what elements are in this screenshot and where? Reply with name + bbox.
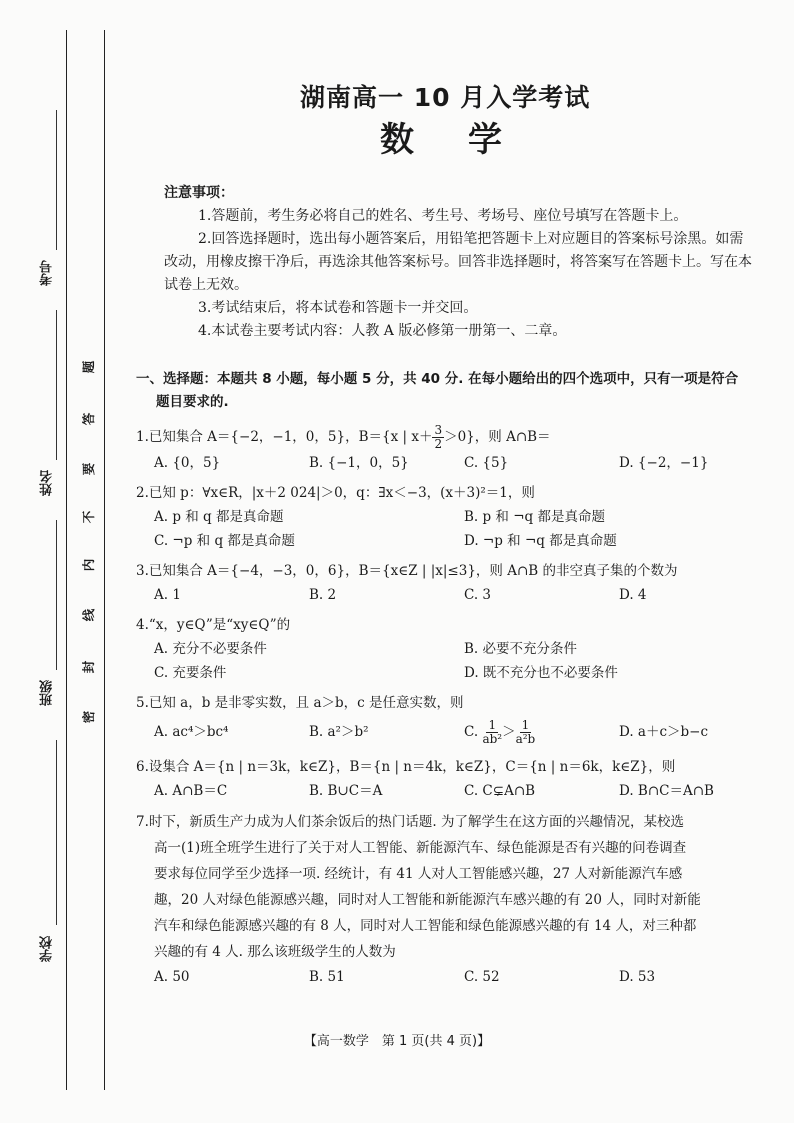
stem-line: 高一(1)班全班学生进行了关于对人工智能、新能源汽车、绿色能源是否有兴趣的问卷调查 — [154, 840, 687, 856]
notice-heading: 注意事项： — [164, 185, 234, 201]
option-b: B. 51 — [309, 969, 345, 985]
question-5 — [136, 691, 756, 749]
frac-num: 3 — [434, 423, 443, 437]
exam-number-label: 考号 — [40, 260, 55, 286]
options — [136, 583, 756, 607]
stem-line: 兴趣的有 4 人. 那么该班级学生的人数为 — [154, 944, 396, 960]
subject-title: 数学 — [380, 120, 556, 160]
stem-line: 7.时下，新质生产力成为人们茶余饭后的热门话题. 为了解学生在这方面的兴趣情况，某校选 — [136, 814, 684, 830]
option-d: D. 4 — [619, 587, 647, 603]
option-a: A. p 和 q 都是真命题 — [154, 509, 284, 525]
section-heading — [136, 368, 756, 414]
option-c: C. 3 — [464, 587, 492, 603]
question-1 — [136, 424, 756, 475]
notice-item: 3.考试结束后，将本试卷和答题卡一并交回。 — [198, 300, 478, 316]
option-d: D. 53 — [619, 969, 656, 985]
option-d: D. B∩C＝A∩B — [619, 783, 714, 799]
option-d: D. ¬p 和 ¬q 都是真命题 — [464, 533, 617, 549]
school-field — [24, 740, 64, 970]
question-4 — [136, 613, 756, 685]
option-a: A. A∩B＝C — [154, 783, 228, 799]
option-a: A. ac⁴＞bc⁴ — [154, 724, 229, 740]
name-label: 姓名 — [40, 470, 55, 496]
stem-line: 汽车和绿色能源感兴趣的有 8 人，同时对人工智能和绿色能源感兴趣的有 14 人，对三种都 — [154, 918, 697, 934]
options — [136, 965, 756, 989]
frac-den: 2 — [434, 437, 443, 451]
question-stem: 3.已知集合 A＝{−4，−3，0，6}，B＝{x∈Z | |x|≤3}，则 A∩B 的非空真子集的个数为 — [136, 563, 678, 579]
page-footer: 【高一数学 第 1 页(共 4 页)】 — [303, 1034, 491, 1049]
question-3 — [136, 559, 756, 607]
set-b-post: ＞0} — [444, 429, 475, 445]
class-label: 班级 — [40, 680, 55, 706]
class-field — [24, 520, 64, 720]
option-b: B. 2 — [309, 587, 337, 603]
exam-title: 湖南高一 10 月入学考试 — [300, 83, 591, 112]
binding-line-inner — [104, 30, 105, 1090]
fraction — [516, 719, 536, 746]
set-b-pre: {x | x＋ — [382, 429, 433, 445]
option-label: C. — [464, 724, 479, 740]
section-heading-line: 题目要求的. — [156, 394, 229, 410]
option-a: A. 1 — [154, 587, 181, 603]
exam-number-underline — [56, 110, 57, 250]
options — [136, 637, 756, 685]
binding-margin — [0, 0, 120, 1123]
stem-line: 趣，20 人对绿色能源感兴趣，同时对人工智能和新能源汽车感兴趣的有 20 人，同时对新能 — [154, 892, 701, 908]
name-field — [24, 310, 64, 510]
school-label: 学校 — [40, 936, 55, 962]
notice-block — [164, 182, 754, 343]
frac-den: ab² — [482, 732, 503, 746]
option-d: D. a＋c＞b−c — [619, 724, 709, 740]
option-b: B. a²＞b² — [309, 724, 369, 740]
seal-char: 答 — [81, 412, 96, 426]
notice-item: 2.回答选择题时，选出每小题答案后，用铅笔把答题卡上对应题目的答案标号涂黑。如需改动，用橡皮擦干净后，再选涂其他答案标号。回答非选择题时，将答案写在答题卡上。写在本试卷上无效。 — [164, 231, 752, 293]
seal-char: 密 — [81, 710, 96, 724]
seal-char: 内 — [81, 558, 96, 572]
section-heading-line: 一、选择题：本题共 8 小题，每小题 5 分，共 40 分. 在每小题给出的四个选项中，只有一项是符合 — [136, 371, 739, 387]
option-c: C. {5} — [464, 455, 509, 471]
question-stem: 4.“x，y∈Q”是“xy∈Q”的 — [136, 617, 291, 633]
seal-char: 题 — [81, 360, 96, 374]
binding-line-outer — [66, 30, 67, 1090]
option-d: D. {−2，−1} — [619, 455, 709, 471]
question-6 — [136, 755, 756, 803]
option-c: C. ¬p 和 q 都是真命题 — [154, 533, 295, 549]
options — [136, 715, 756, 749]
question-stem — [136, 809, 756, 965]
question-7 — [136, 809, 756, 989]
option-b: B. {−1，0，5} — [309, 455, 409, 471]
question-stem — [136, 424, 756, 451]
exam-number-field — [24, 110, 64, 300]
options — [136, 779, 756, 803]
option-b: B. B∪C＝A — [309, 783, 383, 799]
option-c — [464, 715, 619, 749]
stem-text: 1.已知集合 A＝{−2，−1，0，5}，B＝ — [136, 429, 382, 445]
seal-char: 不 — [81, 510, 96, 524]
option-d: D. 既不充分也不必要条件 — [464, 665, 618, 681]
question-stem: 5.已知 a，b 是非零实数，且 a＞b，c 是任意实数，则 — [136, 695, 464, 711]
frac-num: 1 — [521, 718, 530, 732]
stem-text: ，则 A∩B＝ — [474, 429, 551, 445]
notice-item: 1.答题前，考生务必将自己的姓名、考生号、考场号、座位号填写在答题卡上。 — [198, 208, 688, 224]
frac-num: 1 — [488, 718, 497, 732]
fraction — [482, 719, 502, 746]
school-underline — [56, 740, 57, 925]
option-c: C. 充要条件 — [154, 665, 227, 681]
fraction — [432, 424, 444, 451]
option-c: C. 52 — [464, 969, 500, 985]
seal-warning — [78, 0, 98, 1123]
options — [136, 451, 756, 475]
seal-char: 线 — [81, 608, 96, 622]
option-b: B. 必要不充分条件 — [464, 641, 578, 657]
option-b: B. p 和 ¬q 都是真命题 — [464, 509, 605, 525]
question-stem: 2.已知 p：∀x∈R，|x＋2 024|＞0，q：∃x＜−3，(x＋3)²＝1，则 — [136, 485, 535, 501]
option-c: C. C⊊A∩B — [464, 783, 536, 799]
option-a: A. {0，5} — [154, 455, 221, 471]
option-a: A. 充分不必要条件 — [154, 641, 267, 657]
name-underline — [56, 310, 57, 460]
notice-item: 4.本试卷主要考试内容：人教 A 版必修第一册第一、二章。 — [198, 323, 567, 339]
stem-line: 要求每位同学至少选择一项. 经统计，有 41 人对人工智能感兴趣，27 人对新能源汽车感 — [154, 866, 683, 882]
options — [136, 505, 756, 553]
questions-area — [136, 368, 756, 989]
question-stem: 6.设集合 A＝{n | n＝3k，k∈Z}，B＝{n | n＝4k，k∈Z}，C＝{n | n＝6k，k∈Z}，则 — [136, 759, 676, 775]
class-underline — [56, 520, 57, 670]
seal-char: 封 — [81, 660, 96, 674]
frac-den: a²b — [515, 732, 536, 746]
question-2 — [136, 481, 756, 553]
option-a: A. 50 — [154, 969, 190, 985]
seal-char: 要 — [81, 462, 96, 476]
gt-sign: ＞ — [502, 724, 516, 740]
